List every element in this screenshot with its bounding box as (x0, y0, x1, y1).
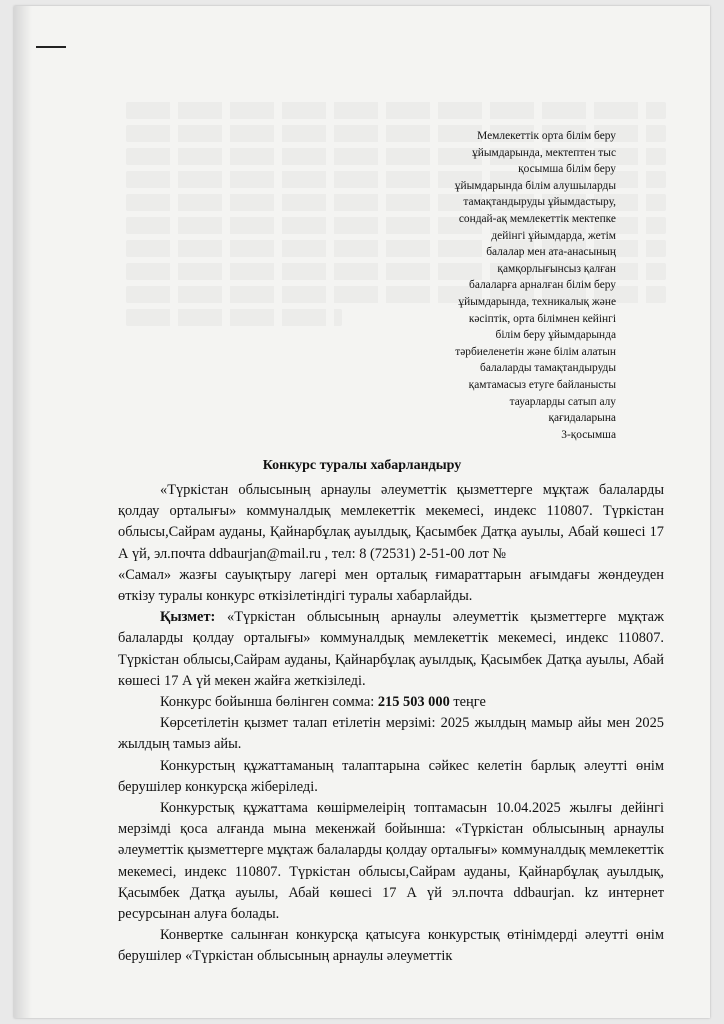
appendix-line: дейінгі ұйымдарда, жетім (491, 229, 616, 242)
appendix-line: қамтамасыз етуге байланысты (468, 378, 616, 391)
documentation-paragraph: Конкурстық құжаттама көшірмелеірің топтамасын 10.04.2025 жылғы дейінгі мерзімді қоса алғанда мына мекенжай бойынша: «Түркістан облысының арнаулы әлеуметтік қызметтерге мұқтаж балаларды қолдау орталығы» коммуналдық мемлекеттік мекемесі, индекс 110807. Түркістан облысы,Сайрам ауданы, Қайнарбұлақ ауылдық, Қасымбек Датқа ауылы, Абай көшесі 17 А үй эл.почта ddbaurjan. kz интернет ресурсынан алуға болады. (118, 800, 664, 923)
service-paragraph (118, 607, 664, 692)
appendix-line: балаларды тамақтандыруды (480, 362, 616, 375)
amount-label: Конкурс бойынша бөлінген сомма: (160, 694, 378, 711)
intro-paragraph: «Түркістан облысының арнаулы әлеуметтік қызметтерге мұқтаж балаларды қолдау орталығы» коммуналдық мемлекеттік мекемесі, индекс 110807. Түркістан облысы,Сайрам ауданы, Қайнарбұлақ ауылдық, Қасымбек Датқа ауылы, Абай көшесі 17 А үй, эл.почта ddbaurjan@mail.ru , тел: 8 (72531) 2-51-00 лот № (118, 482, 664, 562)
service-label: Қызмет: (160, 609, 216, 626)
appendix-line: ұйымдарында, техникалық және (458, 295, 616, 308)
appendix-line: ұйымдарында, мектептен тыс (472, 146, 616, 159)
appendix-line: қосымша білім беру (518, 163, 616, 176)
announcement-body (118, 480, 664, 968)
scan-edge-shadow (14, 6, 32, 1018)
amount-value: 215 503 000 (377, 694, 450, 711)
amount-currency: теңге (449, 694, 486, 711)
appendix-line: білім беру ұйымдарында (495, 329, 616, 342)
appendix-line: тауарларды сатып алу (509, 395, 616, 408)
appendix-header (394, 128, 616, 443)
appendix-line: қағидаларына (548, 412, 616, 425)
admission-paragraph: Конкурстың құжаттаманың талаптарына сәйкес келетін барлық әлеутті өнім берушілер конкурсқа жіберіледі. (118, 757, 664, 795)
appendix-line: Мемлекеттік орта білім беру (477, 130, 616, 142)
document-title: Конкурс туралы хабарландыру (262, 458, 462, 473)
appendix-line: тамақтандыруды ұйымдастыру, (463, 196, 616, 209)
appendix-line: кәсіптік, орта білімнен кейінгі (468, 312, 616, 325)
appendix-line: балалар мен ата-анасының (486, 246, 616, 259)
appendix-line: 3-қосымша (561, 428, 616, 441)
appendix-line: сондай-ақ мемлекеттік мектепке (458, 212, 616, 225)
appendix-line: ұйымдарында білім алушыларды (454, 179, 616, 192)
document-page (14, 6, 710, 1018)
appendix-line: балаларға арналған білім беру (469, 279, 616, 292)
term-paragraph: Көрсетілетін қызмет талап етілетін мерзімі: 2025 жылдың мамыр айы мен 2025 жылдың тамыз айы. (118, 715, 664, 753)
intro-subject-paragraph: «Самал» жазғы сауықтыру лагері мен орталық ғимараттарын ағымдағы жөндеуден өткізу туралы конкурс өткізілетіндігі туралы хабарлайды. (118, 566, 664, 605)
amount-paragraph (118, 692, 664, 713)
appendix-line: тәрбиеленетін және білім алатын (455, 345, 616, 358)
envelope-paragraph: Конвертке салынған конкурсқа қатысуға конкурстық өтінімдерді әлеутті өнім берушілер «Түркістан облысының арнаулы әлеуметтік (118, 927, 664, 965)
scan-mark (36, 46, 66, 48)
service-text: «Түркістан облысының арнаулы әлеуметтік қызметтерге мұқтаж балаларды қолдау орталығы» коммуналдық мемлекеттік мекемесі, индекс 110807. Түркістан облысы,Сайрам ауданы, Қайнарбұлақ ауылдық, Қасымбек Датқа ауылы, Абай көшесі 17 А үй мекен жайға жеткізіледі. (118, 609, 664, 689)
appendix-line: қамқорлығынсыз қалған (497, 262, 616, 275)
